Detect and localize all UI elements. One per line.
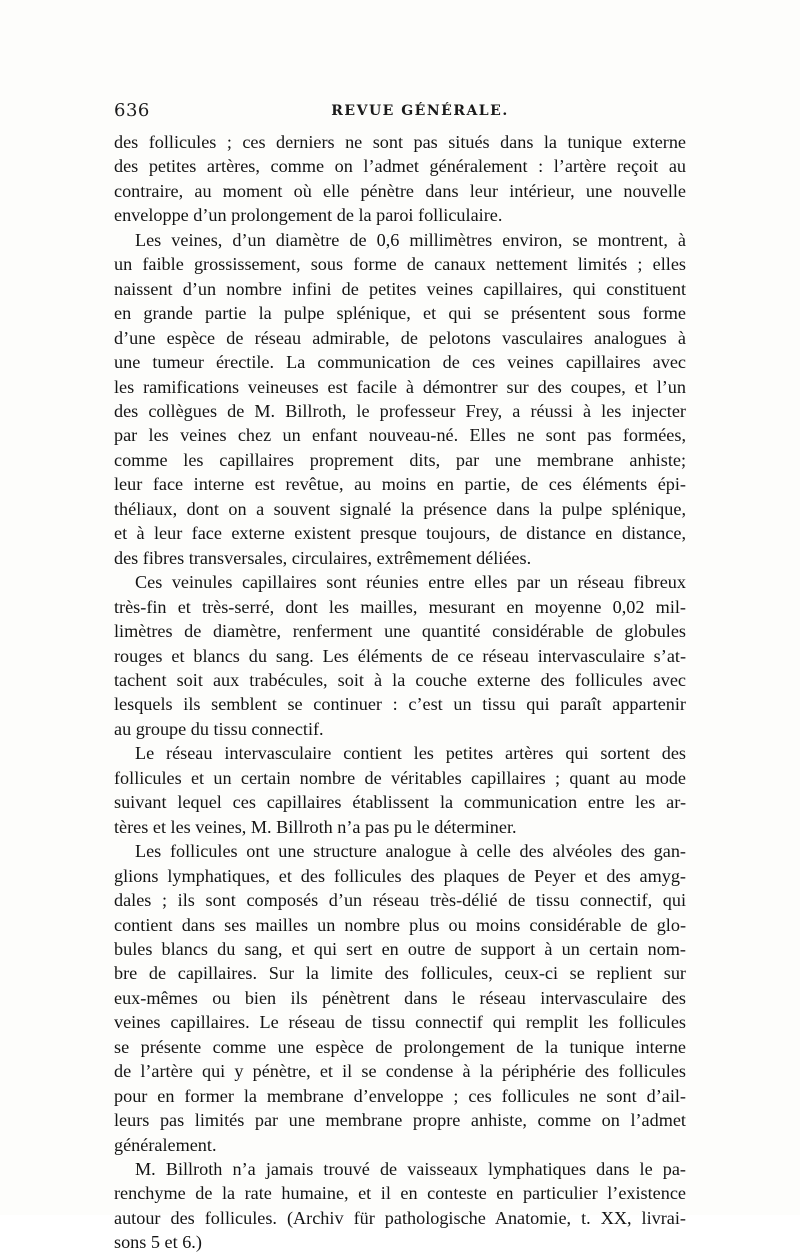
- text-line: enveloppe d’un prolongement de la paroi folliculaire.: [114, 205, 503, 226]
- text-line: leurs pas limités par une membrane propre anhiste, comme on l’admet: [114, 1110, 686, 1131]
- text-line: des fibres transversales, circulaires, extrêmement déliées.: [114, 547, 532, 568]
- text-line: Le réseau intervasculaire contient les petites artères qui sortent des: [135, 743, 686, 764]
- text-line: glions lymphatiques, et des follicules des plaques de Peyer et des amyg-: [114, 865, 686, 886]
- paragraph: [114, 741, 686, 839]
- text-line: Ces veinules capillaires sont réunies entre elles par un réseau fibreux: [135, 572, 686, 593]
- text-line: sons 5 et 6.): [114, 1232, 202, 1253]
- text-line: rouges et blancs du sang. Les éléments de ce réseau intervasculaire s’at-: [114, 645, 686, 666]
- text-line: des petites artères, comme on l’admet généralement : l’artère reçoit au: [114, 156, 686, 177]
- text-line: dales ; ils sont composés d’un réseau très-délié de tissu connectif, qui: [114, 890, 686, 911]
- text-line: contient dans ses mailles un nombre plus ou moins considérable de glo-: [114, 914, 686, 935]
- text-line: Les follicules ont une structure analogue à celle des alvéoles des gan-: [135, 841, 686, 862]
- text-line: théliaux, dont on a souvent signalé la présence dans la pulpe splénique,: [114, 498, 686, 519]
- paragraph: [114, 839, 686, 1157]
- text-line: limètres de diamètre, renferment une quantité considérable de globules: [114, 621, 686, 642]
- text-line: de l’artère qui y pénètre, et il se condense à la périphérie des follicules: [114, 1061, 686, 1082]
- running-title: REVUE GÉNÉRALE.: [331, 103, 509, 119]
- text-line: tères et les veines, M. Billroth n’a pas pu le déterminer.: [114, 816, 517, 837]
- text-line: leur face interne est revêtue, au moins en partie, de ces éléments épi-: [114, 474, 686, 495]
- page-header: [114, 100, 686, 124]
- text-line: follicules et un certain nombre de véritables capillaires ; quant au mode: [114, 767, 686, 788]
- text-line: contraire, au moment où elle pénètre dans leur intérieur, une nouvelle: [114, 180, 686, 201]
- text-line: au groupe du tissu connectif.: [114, 718, 324, 739]
- text-line: lesquels ils semblent se continuer : c’est un tissu qui paraît appartenir: [114, 694, 686, 715]
- text-line: pour en former la membrane d’enveloppe ; ces follicules ne sont d’ail-: [114, 1085, 686, 1106]
- text-line: des collègues de M. Billroth, le professeur Frey, a réussi à les injecter: [114, 400, 686, 421]
- text-line: comme les capillaires proprement dits, par une membrane anhiste;: [114, 449, 686, 470]
- text-line: d’une espèce de réseau admirable, de pelotons vasculaires analogues à: [114, 327, 686, 348]
- text-line: bre de capillaires. Sur la limite des follicules, ceux-ci se replient sur: [114, 963, 686, 984]
- text-line: renchyme de la rate humaine, et il en conteste en particulier l’existence: [114, 1183, 686, 1204]
- text-line: suivant lequel ces capillaires établissent la communication entre les ar-: [114, 792, 686, 813]
- text-line: des follicules ; ces derniers ne sont pas situés dans la tunique externe: [114, 132, 686, 152]
- text-line: bules blancs du sang, et qui sert en outre de support à un certain nom-: [114, 938, 686, 959]
- paragraph: [114, 1157, 686, 1255]
- text-line: par les veines chez un enfant nouveau-né. Elles ne sont pas formées,: [114, 425, 686, 446]
- text-line: et à leur face externe existent presque toujours, de distance en distance,: [114, 523, 686, 544]
- page-number: 636: [114, 100, 150, 121]
- text-line: Les veines, d’un diamètre de 0,6 millimètres environ, se montrent, à: [135, 229, 686, 250]
- text-line: en grande partie la pulpe splénique, et qui se présentent sous forme: [114, 303, 686, 324]
- text-line: se présente comme une espèce de prolongement de la tunique interne: [114, 1036, 686, 1057]
- text-line: autour des follicules. (Archiv für pathologische Anatomie, t. XX, livrai-: [114, 1207, 686, 1228]
- paragraph: [114, 130, 686, 228]
- text-line: un faible grossissement, sous forme de canaux nettement limités ; elles: [114, 254, 686, 275]
- paragraph: [114, 228, 686, 570]
- paragraph: [114, 570, 686, 741]
- text-line: généralement.: [114, 1134, 217, 1155]
- text-line: les ramifications veineuses est facile à démontrer sur des coupes, et l’un: [114, 376, 686, 397]
- text-line: très-fin et très-serré, dont les mailles, mesurant en moyenne 0,02 mil-: [114, 596, 686, 617]
- text-line: eux-mêmes ou bien ils pénètrent dans le réseau intervasculaire des: [114, 987, 686, 1008]
- text-line: naissent d’un nombre infini de petites veines capillaires, qui constituent: [114, 278, 686, 299]
- text-line: veines capillaires. Le réseau de tissu connectif qui remplit les follicules: [114, 1012, 686, 1033]
- text-line: tachent soit aux trabécules, soit à la couche externe des follicules avec: [114, 669, 686, 690]
- text-line: une tumeur érectile. La communication de ces veines capillaires avec: [114, 352, 686, 373]
- text-line: M. Billroth n’a jamais trouvé de vaisseaux lymphatiques dans le pa-: [135, 1159, 686, 1180]
- body-text: [114, 130, 686, 1255]
